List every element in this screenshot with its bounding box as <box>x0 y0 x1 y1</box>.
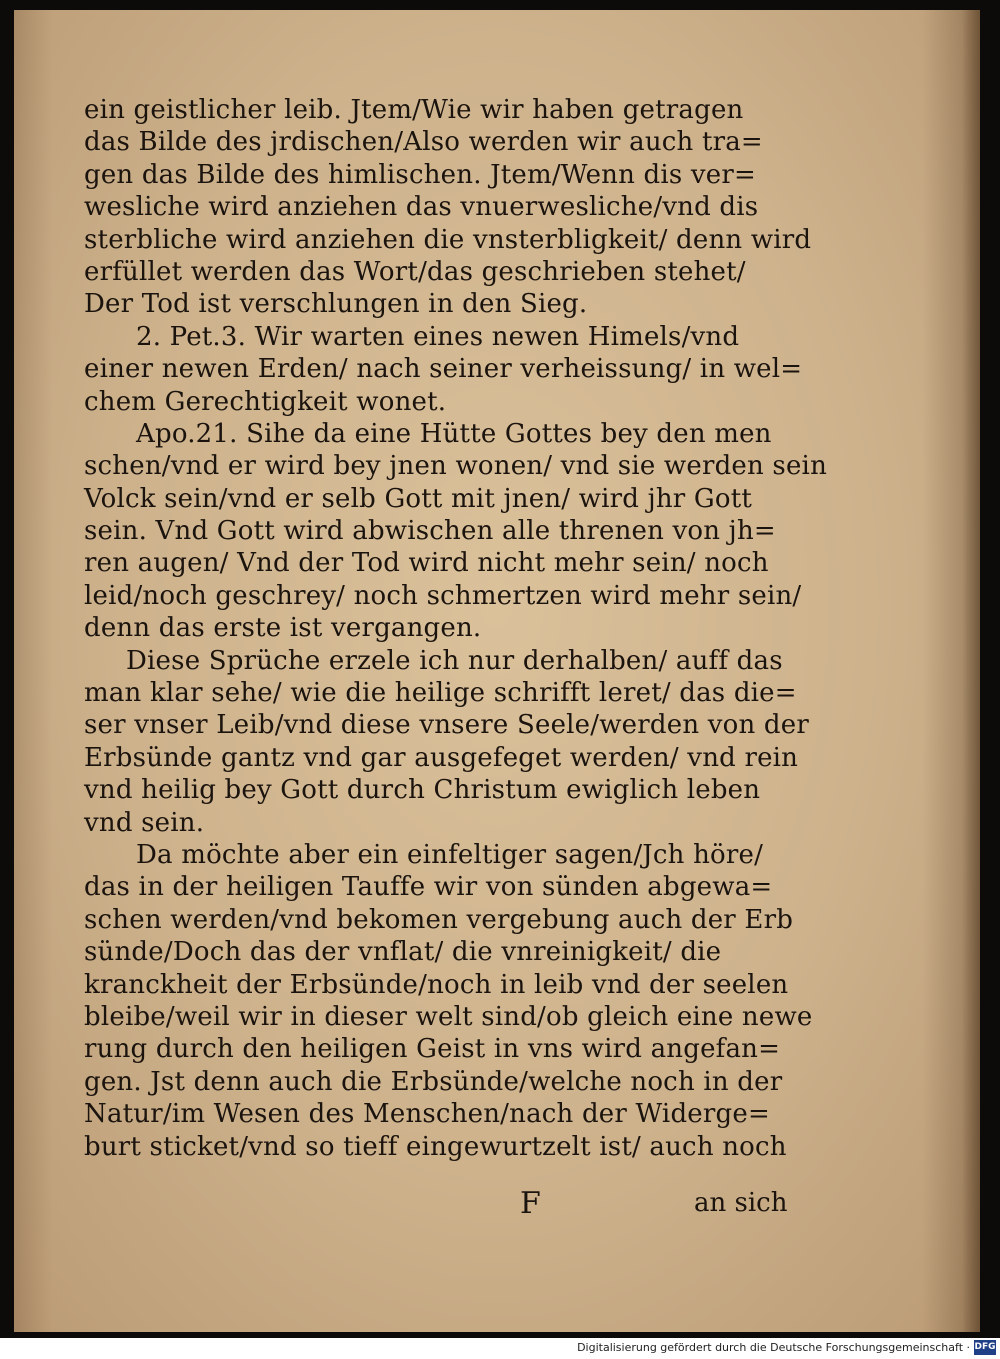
text-line: Diese Sprüche erzele ich nur derhalben/ auff das <box>126 645 783 676</box>
text-line: Da möchte aber ein einfeltiger sagen/Jch höre/ <box>136 839 764 870</box>
text-line: ein geistlicher leib. Jtem/Wie wir haben getragen <box>84 95 744 125</box>
text-line: gen das Bilde des himlischen. Jtem/Wenn dis ver= <box>84 159 756 190</box>
catchword: an sich <box>694 1188 788 1218</box>
text-line: sünde/Doch das der vnflat/ die vnreinigkeit/ die <box>84 937 722 968</box>
text-line: gen. Jst denn auch die Erbsünde/welche noch in der <box>84 1066 783 1097</box>
credit-bar <box>0 1338 1000 1359</box>
text-line: Erbsünde gantz vnd gar ausgefeget werden/ vnd rein <box>84 742 799 773</box>
page-footer <box>14 1186 794 1226</box>
page-edge-shadow <box>962 10 980 1332</box>
page-text <box>84 94 828 1163</box>
text-line: Der Tod ist verschlungen in den Sieg. <box>84 289 588 320</box>
text-line: einer newen Erden/ nach seiner verheissung/ in wel= <box>84 354 803 385</box>
text-line: schen werden/vnd bekomen vergebung auch der Erb <box>84 904 794 935</box>
text-line: schen/vnd er wird bey jnen wonen/ vnd sie werden sein <box>84 451 828 482</box>
text-line: leid/noch geschrey/ noch schmertzen wird mehr sein/ <box>84 580 802 611</box>
book-page <box>14 10 980 1332</box>
text-line: 2. Pet.3. Wir warten eines newen Himels/vnd <box>136 321 740 352</box>
text-line: das Bilde des jrdischen/Also werden wir auch tra= <box>84 127 763 158</box>
text-line: sterbliche wird anziehen die vnsterbligkeit/ denn wird <box>84 224 812 255</box>
text-line: denn das erste ist vergangen. <box>84 613 482 644</box>
text-line: wesliche wird anziehen das vnuerwesliche/vnd dis <box>84 192 759 223</box>
text-line: Apo.21. Sihe da eine Hütte Gottes bey den men <box>136 418 772 449</box>
text-line: ser vnser Leib/vnd diese vnsere Seele/werden von der <box>84 710 809 741</box>
text-line: rung durch den heiligen Geist in vns wird angefan= <box>84 1034 781 1065</box>
text-line: Volck sein/vnd er selb Gott mit jnen/ wird jhr Gott <box>84 483 753 514</box>
text-line: kranckheit der Erbsünde/noch in leib vnd der seelen <box>84 969 789 1000</box>
funding-credit: Digitalisierung gefördert durch die Deutsche Forschungsgemeinschaft · <box>577 1341 970 1354</box>
text-line: ren augen/ Vnd der Tod wird nicht mehr sein/ noch <box>84 548 769 579</box>
text-line: Natur/im Wesen des Menschen/nach der Widerge= <box>84 1099 770 1130</box>
text-line: sein. Vnd Gott wird abwischen alle threnen von jh= <box>84 516 776 547</box>
text-line: erfüllet werden das Wort/das geschrieben stehet/ <box>84 256 746 287</box>
text-line: burt sticket/vnd so tieff eingewurtzelt ist/ auch noch <box>84 1131 787 1162</box>
text-line: man klar sehe/ wie die heilige schrifft leret/ das die= <box>84 678 797 709</box>
text-line: das in der heiligen Tauffe wir von sünden abgewa= <box>84 872 773 903</box>
signature-mark: F <box>520 1186 541 1221</box>
text-line: chem Gerechtigkeit wonet. <box>84 386 447 417</box>
dfg-logo-icon: DFG <box>974 1340 996 1355</box>
text-line: vnd heilig bey Gott durch Christum ewiglich leben <box>84 775 761 806</box>
text-line: vnd sein. <box>84 807 205 838</box>
text-line: bleibe/weil wir in dieser welt sind/ob gleich eine newe <box>84 1001 813 1032</box>
